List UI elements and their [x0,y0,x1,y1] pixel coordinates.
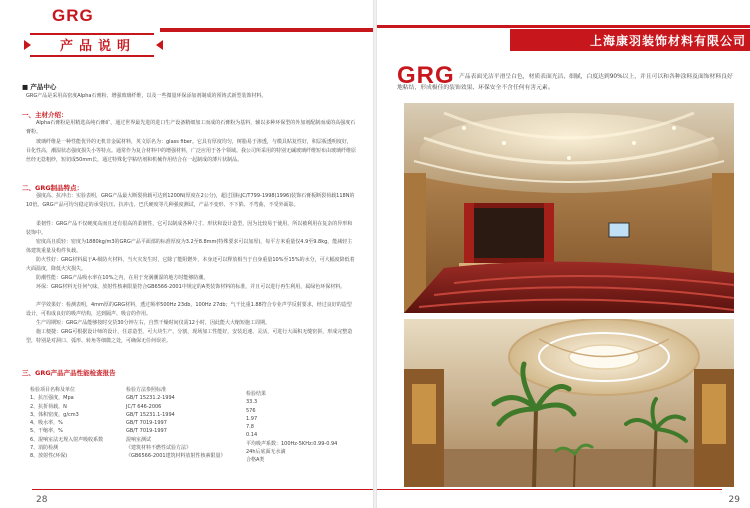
page-number-left: 28 [36,495,48,505]
table-cell-method: GB/T 15231.2-1994 [126,395,175,402]
table-cell-method: GB/T 7019-1997 [126,428,167,435]
section-materials-title: 一、主材介绍： [22,111,68,119]
section-product-center: ■ 产品中心 [22,83,57,91]
grg-heading: GRG [397,62,455,89]
product-center-text: GRG产品是采用高密度Alpha石膏粉、增强玻璃纤维，以及一些微量环保添加剂制成的预铸式新型装饰材料。 [26,93,267,99]
table-cell-result: 1.97 [246,415,258,422]
auditorium-photo [404,103,734,313]
auditorium-illustration [404,103,734,313]
page-title: 产品说明 [60,39,137,54]
table-cell-item: 7、消防检测 [30,445,59,452]
table-cell-method: 混响室测试 [126,436,152,443]
materials-paragraph-2: 玻璃纤维是一种性能优异的无机非金属材料，英文原名为：glass fiber。它具有厚度均匀，树脂易于渗透，与模具贴复性好，积层板透明度好，目化性高，潮湿状态强度损失小等特点。通常作为复合材料中的增强材料，广泛应用于各个领域。我公司所采用的特别无碱玻璃纤维短布由玻璃纤维原丝经无捻粗纱，短切成50mm长，通过特殊化学粘结剂和机械作用结合在一起制成的薄片状制品。 [26,139,357,163]
table-cell-item: 6、混响室法无规入射声吸收系数 [30,436,104,443]
feature-production: 生产周期短：GRG产品能够按时交货30分钟左右，自然干燥时间仅需12小时，因此能大大缩短施工周期。 [36,320,270,326]
right-page [377,0,750,508]
feature-construction: 施工便捷：GRG可根据设计师的设计，任意造型，可大块生产、分割，现场加工性能好，安装迅速、灵活，可进行大面积无缝密拼，形成完整造型，特别是对洞口、弧形、转角等细微之处，可确保无任何误差。 [26,329,353,344]
section-report-title: 三、GRG产品产品性能检查报告 [22,369,116,377]
title-triangle-left [24,40,31,50]
table-cell-result: 平均吸声系数：100Hz-5KHz:0.99-0.94 [246,440,338,447]
table-header-row [30,386,350,397]
table-cell-item: 1、抗压强度，Mpa [30,395,74,402]
section-features-title: 二、GRG制品特点： [22,184,84,192]
materials-paragraph-1: Alpha石膏粉是用精选高纯石膏矿，通过世界最先进的进口生产设备精细加工而成的石膏粉为基料，辅以多种环保型的外加剂配制而成的高强度石膏粉。 [26,120,356,135]
table-cell-method: 《GB6566-2001建筑材料放射性核素限量》 [126,453,226,460]
table-header-item: 检验项目名称及单位 [30,387,76,393]
test-report-table [30,386,350,464]
table-cell-result: 33.3 [246,399,258,406]
table-cell-result: 0.14 [246,432,258,439]
feature-acoustic: 声学效果好：检测表明，4mm厚的GRG材料，透过频率500Hz 23db，100Hz 27db；气干比重1.88符合专业声学反射要求，经过良好的造型设计，可构成良好的吸声结构，达到隔声、吸音的作用。 [26,302,352,317]
table-cell-method: JC/T 646-2006 [126,403,162,410]
table-cell-method: GB/T 15231.1-1994 [126,411,175,418]
feature-moisture: 防潮性能：GRG产品吸水率在10%之内，在用于充满潮湿的地方时能够防潮。 [36,275,209,281]
header-red-bar-right [377,25,750,28]
table-cell-method: GB/T 7019-1997 [126,420,167,427]
feature-fireproof: 防火性好：GRG材料属于A-级防火材料，当火灾发生时，它除了能阻燃外，本身还可以释放相当于自身重量10%至15%的水分，可大幅度降低着火面温度，降低火灾损失。 [26,257,355,272]
lobby-photo [404,319,734,487]
table-cell-item: 4、吸水率，% [30,420,63,427]
table-cell-result: 576 [246,407,256,414]
header-red-bar [160,28,373,32]
title-triangle-right [156,40,163,50]
table-cell-item: 5、干缩率，% [30,428,63,435]
lobby-illustration [404,319,734,487]
table-cell-result: 24h后底面无水滴 [246,449,286,456]
feature-strength: 强度高、抗冲击：实验表明，GRG产品最大断裂荷载可达到1200N(厚度在2公分)，超过国标JC/T799-1998(1996)装饰石膏板断裂荷载118N的10倍。GRG产品可均匀稳定的承受抗压、抗冲击、巴氏硬度等几种强度测试，产品不变形、不下陷、不弯曲，不受外面影。 [26,193,355,208]
table-cell-item: 8、放射性(环保) [30,453,68,460]
page-number-right: 29 [728,495,740,505]
grg-logo: GRG [52,6,94,25]
feature-eco: 环保：GRG材料无任何气味，放射性核素限量符合GB6566-2001中规定的A类装饰材料的标准，并且可以进行再生利用，属绿色环保材料。 [36,284,346,290]
grg-intro-text: 产品表面光洁平滑呈白色，材质表面光洁、细腻，白度达到90%以上，并且可以和各种涂料及面饰材料良好地粘结，形成极佳的装饰效果、环保安全不含任何有害元素。 [397,74,733,91]
table-header-method: 检验方法参照标准 [126,387,167,393]
table-cell-result: 合格A类 [246,457,265,464]
footer-line-right [377,489,722,490]
company-name: 上海康羽装饰材料有限公司 [589,34,746,48]
feature-density: 密度高且质轻：密度为1880kg/m3的GRG产品平面部的标准厚度为3.2至8.8mm(特殊要求可以加厚)，每平方米重量仅4.9至9.8kg，能减轻主体建筑重量及构件负载。 [26,239,353,254]
footer-line-left [32,489,373,490]
table-cell-method: 《建筑材料不燃性试验方法》 [126,445,192,452]
feature-flexibility: 柔韧性：GRG产品不仅硬度高而且还有很高的柔韧性，它可以制成各种尺寸、形状和设计造型，因为比较易于使用，所以被利用在复杂的异形和装饰中。 [26,221,353,236]
table-cell-item: 2、抗折荷载，N [30,403,67,410]
table-cell-item: 3、体积密度，g/cm3 [30,411,79,418]
left-page [0,0,373,508]
table-header-result: 检验结果 [246,391,267,397]
table-cell-result: 7.8 [246,424,254,431]
